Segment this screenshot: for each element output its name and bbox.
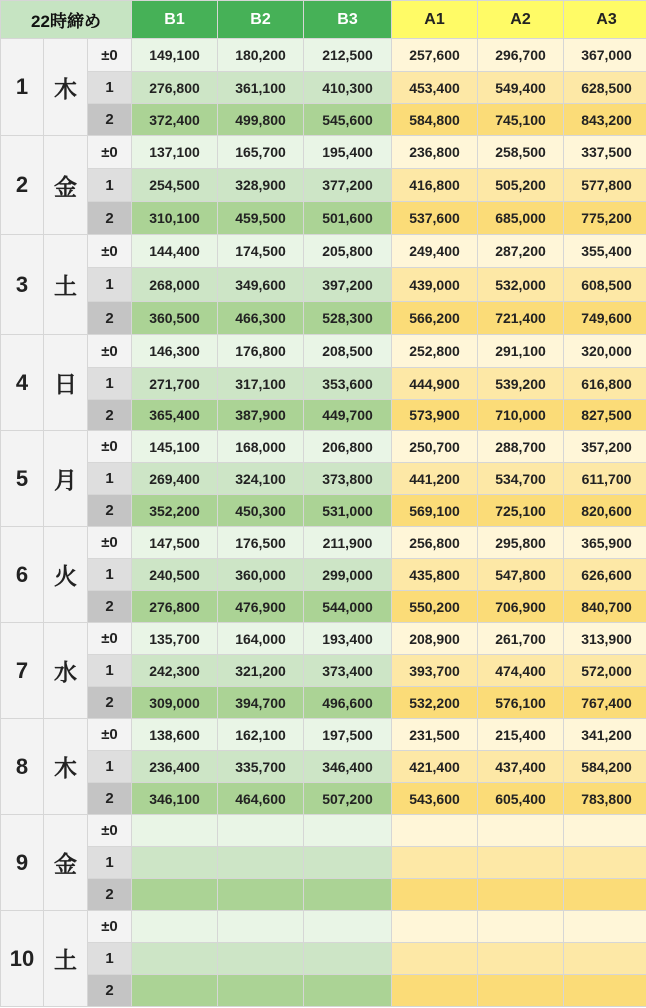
price-cell-a2: 287,200 [478, 235, 564, 268]
level-label: 2 [88, 104, 132, 136]
price-cell-a1: 208,900 [392, 623, 478, 655]
price-cell-a3 [564, 847, 646, 879]
price-cell-b3 [304, 847, 392, 879]
table-row [1, 911, 646, 943]
day-number: 2 [1, 136, 44, 235]
day-number: 4 [1, 335, 44, 431]
price-cell-a2: 534,700 [478, 463, 564, 495]
table-row [1, 879, 646, 911]
price-cell-b2: 324,100 [218, 463, 304, 495]
table-row [1, 559, 646, 591]
price-cell-b2: 162,100 [218, 719, 304, 751]
table-row [1, 268, 646, 302]
price-cell-a1: 532,200 [392, 687, 478, 719]
weekday-label: 金 [44, 815, 88, 911]
table-row [1, 302, 646, 335]
price-cell-b3: 197,500 [304, 719, 392, 751]
price-cell-b2: 466,300 [218, 302, 304, 335]
price-cell-b3: 193,400 [304, 623, 392, 655]
price-cell-a1: 569,100 [392, 495, 478, 527]
table-row [1, 368, 646, 400]
price-cell-b1: 269,400 [132, 463, 218, 495]
price-cell-a3: 827,500 [564, 400, 646, 431]
price-cell-a1: 252,800 [392, 335, 478, 368]
price-cell-b3: 545,600 [304, 104, 392, 136]
price-cell-b2: 464,600 [218, 783, 304, 815]
price-cell-a2: 745,100 [478, 104, 564, 136]
price-cell-b1: 236,400 [132, 751, 218, 783]
price-cell-b1: 360,500 [132, 302, 218, 335]
price-cell-b1: 276,800 [132, 72, 218, 104]
price-cell-a3: 820,600 [564, 495, 646, 527]
price-cell-b2: 317,100 [218, 368, 304, 400]
price-cell-a3: 355,400 [564, 235, 646, 268]
price-cell-a1: 257,600 [392, 39, 478, 72]
day-number: 9 [1, 815, 44, 911]
price-cell-b2 [218, 879, 304, 911]
price-cell-b2 [218, 975, 304, 1007]
price-cell-b1: 138,600 [132, 719, 218, 751]
price-cell-a2: 725,100 [478, 495, 564, 527]
price-cell-b3: 410,300 [304, 72, 392, 104]
price-cell-b3: 528,300 [304, 302, 392, 335]
price-cell-a2: 258,500 [478, 136, 564, 169]
price-cell-b3: 544,000 [304, 591, 392, 623]
price-cell-a2 [478, 815, 564, 847]
price-cell-b1: 254,500 [132, 169, 218, 202]
price-cell-a3: 628,500 [564, 72, 646, 104]
level-label: ±0 [88, 911, 132, 943]
table-row [1, 495, 646, 527]
price-cell-b3 [304, 815, 392, 847]
price-cell-a3: 341,200 [564, 719, 646, 751]
price-cell-b2: 176,800 [218, 335, 304, 368]
price-cell-a2: 685,000 [478, 202, 564, 235]
price-cell-b2: 349,600 [218, 268, 304, 302]
price-cell-b1: 144,400 [132, 235, 218, 268]
price-cell-b2: 450,300 [218, 495, 304, 527]
table-row [1, 719, 646, 751]
price-cell-a3: 749,600 [564, 302, 646, 335]
price-cell-a2: 437,400 [478, 751, 564, 783]
table-row [1, 400, 646, 431]
price-cell-b3: 507,200 [304, 783, 392, 815]
price-cell-b3: 449,700 [304, 400, 392, 431]
level-label: ±0 [88, 527, 132, 559]
day-number: 8 [1, 719, 44, 815]
price-cell-b3: 353,600 [304, 368, 392, 400]
price-cell-a3: 584,200 [564, 751, 646, 783]
price-cell-b2: 321,200 [218, 655, 304, 687]
price-cell-a1: 543,600 [392, 783, 478, 815]
price-cell-b2 [218, 911, 304, 943]
price-cell-a1: 566,200 [392, 302, 478, 335]
level-label: 1 [88, 847, 132, 879]
table-row [1, 943, 646, 975]
price-cell-a3: 775,200 [564, 202, 646, 235]
price-cell-a1 [392, 943, 478, 975]
level-label: 2 [88, 302, 132, 335]
price-cell-a1: 537,600 [392, 202, 478, 235]
price-cell-a2: 261,700 [478, 623, 564, 655]
price-cell-a1: 453,400 [392, 72, 478, 104]
level-label: ±0 [88, 335, 132, 368]
price-cell-b1: 146,300 [132, 335, 218, 368]
level-label: 1 [88, 751, 132, 783]
price-cell-a1: 256,800 [392, 527, 478, 559]
price-cell-b3: 212,500 [304, 39, 392, 72]
price-cell-a1: 444,900 [392, 368, 478, 400]
price-cell-a1: 393,700 [392, 655, 478, 687]
level-label: 1 [88, 268, 132, 302]
price-cell-b1 [132, 847, 218, 879]
price-cell-b1: 276,800 [132, 591, 218, 623]
level-label: 2 [88, 400, 132, 431]
price-cell-a2: 288,700 [478, 431, 564, 463]
level-label: ±0 [88, 39, 132, 72]
price-cell-b2 [218, 815, 304, 847]
table-row [1, 783, 646, 815]
price-cell-b2: 168,000 [218, 431, 304, 463]
table-row [1, 975, 646, 1007]
column-header-b2: B2 [218, 1, 304, 39]
table-row [1, 136, 646, 169]
price-cell-a2 [478, 879, 564, 911]
level-label: 1 [88, 943, 132, 975]
weekday-label: 木 [44, 719, 88, 815]
level-label: 2 [88, 783, 132, 815]
table-row [1, 623, 646, 655]
price-cell-b1: 149,100 [132, 39, 218, 72]
price-cell-b3: 373,400 [304, 655, 392, 687]
price-cell-b3 [304, 911, 392, 943]
price-cell-a3: 365,900 [564, 527, 646, 559]
level-label: 2 [88, 687, 132, 719]
price-cell-b2: 499,800 [218, 104, 304, 136]
level-label: 1 [88, 72, 132, 104]
table-row [1, 202, 646, 235]
level-label: 2 [88, 202, 132, 235]
day-number: 5 [1, 431, 44, 527]
price-cell-a3: 626,600 [564, 559, 646, 591]
price-cell-a2 [478, 943, 564, 975]
price-cell-a3: 767,400 [564, 687, 646, 719]
corner-label: 22時締め [1, 1, 132, 39]
price-cell-a3 [564, 879, 646, 911]
price-cell-a1: 573,900 [392, 400, 478, 431]
price-cell-a1: 231,500 [392, 719, 478, 751]
price-cell-b3: 496,600 [304, 687, 392, 719]
price-cell-a3: 320,000 [564, 335, 646, 368]
price-cell-a2: 547,800 [478, 559, 564, 591]
price-cell-b2: 164,000 [218, 623, 304, 655]
price-cell-a2: 576,100 [478, 687, 564, 719]
table-row [1, 235, 646, 268]
price-cell-a1: 435,800 [392, 559, 478, 591]
price-cell-a2: 474,400 [478, 655, 564, 687]
price-cell-b1: 372,400 [132, 104, 218, 136]
table-row [1, 39, 646, 72]
level-label: ±0 [88, 136, 132, 169]
price-cell-b2: 361,100 [218, 72, 304, 104]
price-cell-a3: 313,900 [564, 623, 646, 655]
column-header-a2: A2 [478, 1, 564, 39]
level-label: 2 [88, 495, 132, 527]
weekday-label: 水 [44, 623, 88, 719]
price-cell-a1: 236,800 [392, 136, 478, 169]
price-cell-a3 [564, 975, 646, 1007]
price-cell-a2 [478, 975, 564, 1007]
price-cell-b2: 360,000 [218, 559, 304, 591]
price-cell-b3: 373,800 [304, 463, 392, 495]
price-cell-a1: 250,700 [392, 431, 478, 463]
price-cell-b2 [218, 943, 304, 975]
price-cell-a2: 549,400 [478, 72, 564, 104]
table-row [1, 335, 646, 368]
level-label: 2 [88, 879, 132, 911]
table-row [1, 751, 646, 783]
price-cell-a1: 249,400 [392, 235, 478, 268]
price-cell-b2 [218, 847, 304, 879]
price-cell-b3: 346,400 [304, 751, 392, 783]
level-label: 1 [88, 169, 132, 202]
price-cell-b1: 310,100 [132, 202, 218, 235]
column-header-a3: A3 [564, 1, 646, 39]
day-number: 7 [1, 623, 44, 719]
price-cell-a1: 421,400 [392, 751, 478, 783]
price-cell-a2 [478, 911, 564, 943]
level-label: 1 [88, 463, 132, 495]
price-cell-b1: 242,300 [132, 655, 218, 687]
price-cell-b1: 309,000 [132, 687, 218, 719]
table-row [1, 847, 646, 879]
weekday-label: 土 [44, 911, 88, 1007]
level-label: 1 [88, 655, 132, 687]
price-cell-a3: 572,000 [564, 655, 646, 687]
price-cell-a1: 439,000 [392, 268, 478, 302]
price-cell-b1 [132, 911, 218, 943]
price-cell-a3 [564, 815, 646, 847]
price-cell-a2 [478, 847, 564, 879]
column-header-b1: B1 [132, 1, 218, 39]
price-cell-b1: 346,100 [132, 783, 218, 815]
weekday-label: 月 [44, 431, 88, 527]
weekday-label: 日 [44, 335, 88, 431]
price-cell-b2: 165,700 [218, 136, 304, 169]
price-cell-a3: 337,500 [564, 136, 646, 169]
table-row [1, 655, 646, 687]
day-number: 10 [1, 911, 44, 1007]
table-body [1, 39, 646, 1007]
price-cell-b3: 377,200 [304, 169, 392, 202]
price-cell-b2: 174,500 [218, 235, 304, 268]
table-row [1, 104, 646, 136]
price-cell-a1: 550,200 [392, 591, 478, 623]
price-cell-b1: 147,500 [132, 527, 218, 559]
price-cell-b3: 299,000 [304, 559, 392, 591]
price-cell-b2: 387,900 [218, 400, 304, 431]
table-row [1, 527, 646, 559]
price-cell-b2: 176,500 [218, 527, 304, 559]
price-cell-b1 [132, 815, 218, 847]
price-cell-a2: 296,700 [478, 39, 564, 72]
price-cell-a2: 505,200 [478, 169, 564, 202]
price-cell-a1 [392, 975, 478, 1007]
price-cell-b3: 531,000 [304, 495, 392, 527]
price-cell-b1 [132, 975, 218, 1007]
price-cell-b1: 137,100 [132, 136, 218, 169]
price-cell-a1 [392, 815, 478, 847]
day-number: 6 [1, 527, 44, 623]
level-label: ±0 [88, 431, 132, 463]
price-cell-b1: 271,700 [132, 368, 218, 400]
level-label: ±0 [88, 719, 132, 751]
price-cell-a2: 605,400 [478, 783, 564, 815]
price-cell-a2: 706,900 [478, 591, 564, 623]
price-cell-a3: 577,800 [564, 169, 646, 202]
price-cell-b3: 208,500 [304, 335, 392, 368]
weekday-label: 火 [44, 527, 88, 623]
table-row [1, 687, 646, 719]
table-row [1, 463, 646, 495]
price-cell-a3 [564, 943, 646, 975]
day-number: 3 [1, 235, 44, 335]
price-cell-b3: 195,400 [304, 136, 392, 169]
price-cell-a2: 539,200 [478, 368, 564, 400]
table-row [1, 591, 646, 623]
price-cell-b1 [132, 943, 218, 975]
price-cell-b1: 145,100 [132, 431, 218, 463]
price-cell-a3: 357,200 [564, 431, 646, 463]
price-cell-a3: 616,800 [564, 368, 646, 400]
price-cell-b1: 135,700 [132, 623, 218, 655]
price-cell-a1: 416,800 [392, 169, 478, 202]
price-cell-b3 [304, 879, 392, 911]
day-number: 1 [1, 39, 44, 136]
price-cell-b1: 352,200 [132, 495, 218, 527]
price-cell-b3: 211,900 [304, 527, 392, 559]
column-header-b3: B3 [304, 1, 392, 39]
level-label: 2 [88, 591, 132, 623]
price-cell-a2: 295,800 [478, 527, 564, 559]
price-cell-a2: 721,400 [478, 302, 564, 335]
price-cell-a1 [392, 879, 478, 911]
price-cell-a2: 291,100 [478, 335, 564, 368]
price-cell-a3: 367,000 [564, 39, 646, 72]
price-cell-b1: 240,500 [132, 559, 218, 591]
table-row [1, 72, 646, 104]
price-cell-a3: 843,200 [564, 104, 646, 136]
table-row [1, 815, 646, 847]
price-cell-a1: 584,800 [392, 104, 478, 136]
header-row [1, 1, 646, 39]
table-row [1, 431, 646, 463]
price-cell-a2: 532,000 [478, 268, 564, 302]
level-label: ±0 [88, 235, 132, 268]
level-label: ±0 [88, 623, 132, 655]
price-cell-b3 [304, 943, 392, 975]
price-cell-b2: 476,900 [218, 591, 304, 623]
level-label: ±0 [88, 815, 132, 847]
price-cell-b3 [304, 975, 392, 1007]
level-label: 1 [88, 559, 132, 591]
price-cell-a2: 710,000 [478, 400, 564, 431]
price-cell-b2: 335,700 [218, 751, 304, 783]
price-cell-b1: 365,400 [132, 400, 218, 431]
price-cell-b3: 206,800 [304, 431, 392, 463]
price-cell-b2: 180,200 [218, 39, 304, 72]
price-cell-a3: 783,800 [564, 783, 646, 815]
price-cell-b3: 501,600 [304, 202, 392, 235]
price-cell-b1 [132, 879, 218, 911]
price-cell-a1 [392, 847, 478, 879]
weekday-label: 土 [44, 235, 88, 335]
price-cell-a2: 215,400 [478, 719, 564, 751]
price-cell-a3 [564, 911, 646, 943]
table-row [1, 169, 646, 202]
price-cell-a1 [392, 911, 478, 943]
price-cell-b2: 328,900 [218, 169, 304, 202]
price-cell-b3: 397,200 [304, 268, 392, 302]
price-cell-b3: 205,800 [304, 235, 392, 268]
price-cell-a3: 611,700 [564, 463, 646, 495]
price-cell-b2: 459,500 [218, 202, 304, 235]
price-cell-a3: 608,500 [564, 268, 646, 302]
price-cell-b1: 268,000 [132, 268, 218, 302]
level-label: 2 [88, 975, 132, 1007]
price-cell-a3: 840,700 [564, 591, 646, 623]
column-header-a1: A1 [392, 1, 478, 39]
weekday-label: 金 [44, 136, 88, 235]
price-cell-b2: 394,700 [218, 687, 304, 719]
level-label: 1 [88, 368, 132, 400]
weekday-label: 木 [44, 39, 88, 136]
price-cell-a1: 441,200 [392, 463, 478, 495]
